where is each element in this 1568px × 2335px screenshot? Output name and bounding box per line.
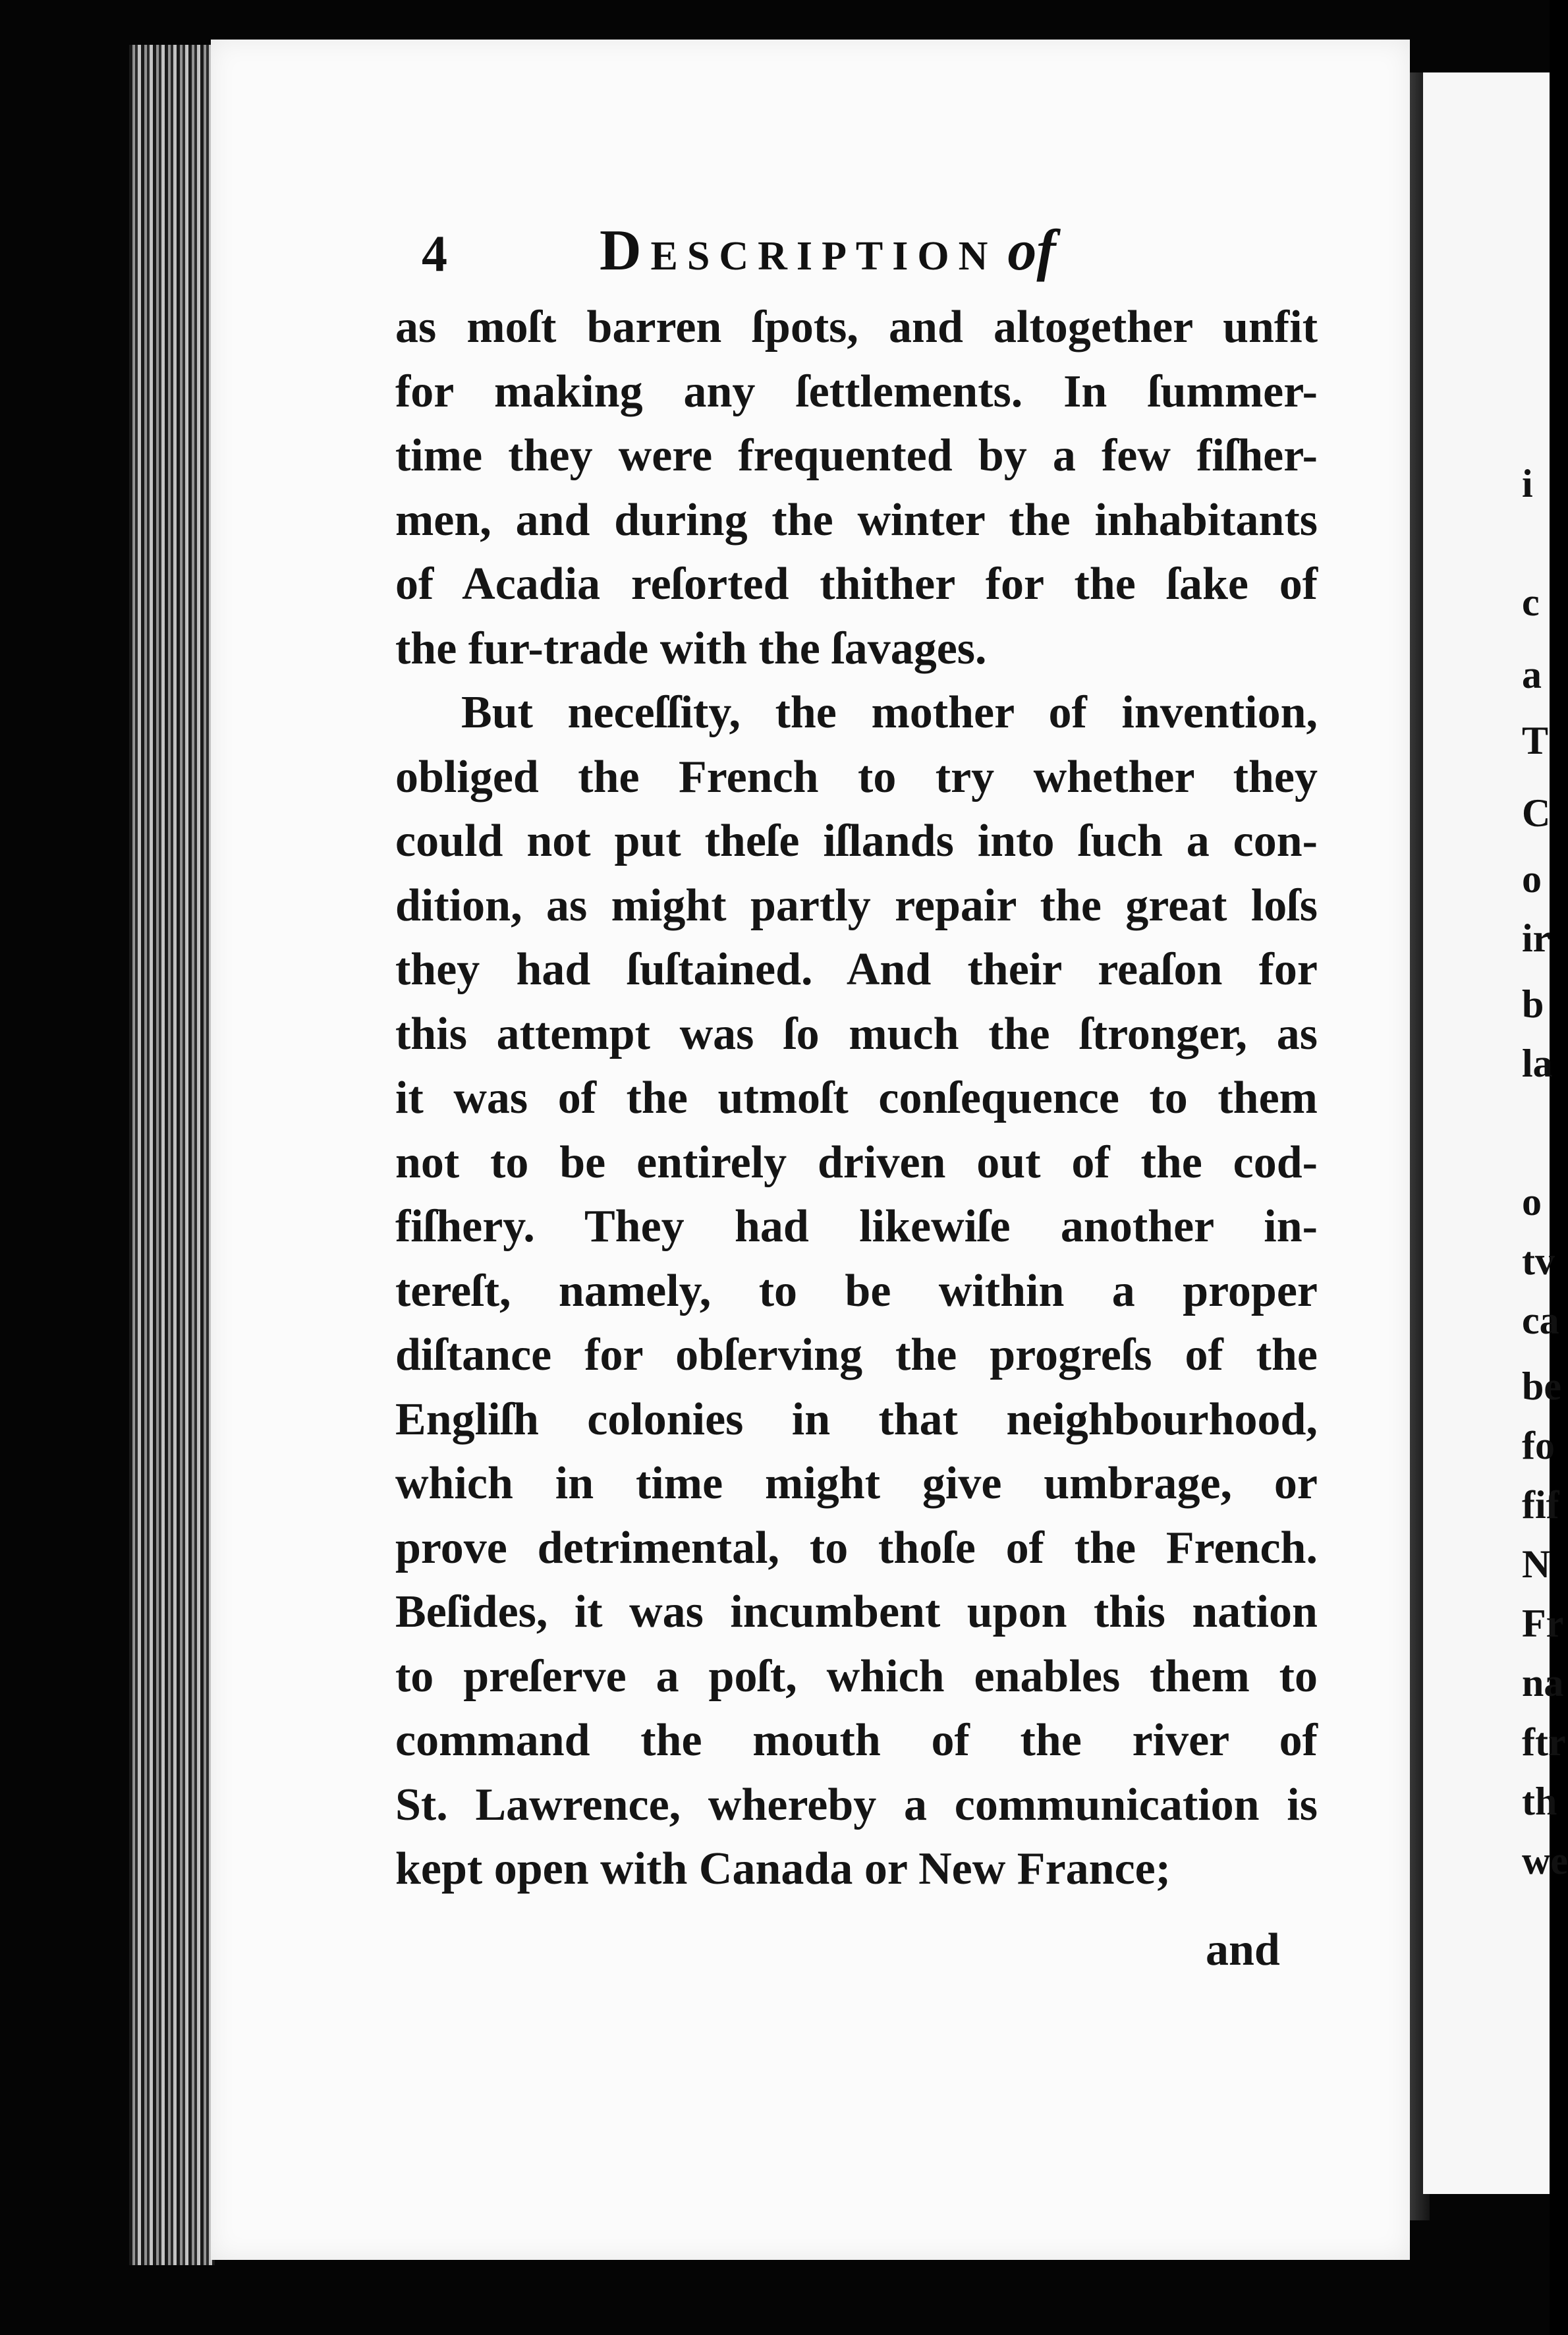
facing-page-fragment: we (1522, 1839, 1568, 1882)
facing-page-fragment: th (1522, 1780, 1557, 1823)
text-line: time they were frequented by a few fiſher- (395, 430, 1318, 481)
text-line: command the mouth of the river of (395, 1715, 1318, 1766)
book-page-edges (129, 45, 215, 2265)
page-number: 4 (422, 225, 447, 282)
text-line: men, and during the winter the inhabitants (395, 494, 1318, 546)
text-line: for making any ſettlements. In ſummer- (395, 366, 1318, 417)
facing-page-fragment: fif (1522, 1483, 1559, 1527)
facing-page-fragment: a (1522, 653, 1542, 696)
facing-page-fragment: la (1522, 1042, 1553, 1085)
facing-page-fragment: b (1522, 982, 1544, 1026)
facing-page-fragment: tv (1522, 1239, 1555, 1283)
text-line: as moſt barren ſpots, and altogether unfit (395, 302, 1318, 352)
body-text (395, 295, 1318, 1901)
text-line: Beſides, it was incumbent upon this nation (395, 1587, 1318, 1637)
facing-page-fragment: na (1522, 1661, 1564, 1704)
text-line: not to be entirely driven out of the cod- (395, 1137, 1318, 1188)
facing-page-fragment: o (1522, 857, 1542, 901)
text-line: St. Lawrence, whereby a communication is (395, 1779, 1318, 1830)
facing-page-fragment: c (1522, 580, 1540, 624)
text-line: could not put theſe iſlands into ſuch a con- (395, 816, 1318, 866)
running-title (600, 217, 1056, 284)
text-line: Engliſh colonies in that neighbourhood, (395, 1393, 1318, 1445)
text-line: fiſhery. They had likewiſe another in- (395, 1201, 1318, 1252)
text-line: diſtance for obſerving the progreſs of the (395, 1330, 1318, 1380)
catchword: and (1206, 1925, 1280, 1975)
facing-page-fragment: o (1522, 1180, 1542, 1224)
facing-page-fragment: T (1522, 719, 1549, 762)
text-line: they had ſuſtained. And their reaſon for (395, 944, 1318, 995)
text-line: the fur-trade with the ſavages. (395, 623, 987, 674)
text-line: it was of the utmoſt conſequence to them (395, 1073, 1318, 1123)
facing-page-fragment: Fr (1522, 1602, 1564, 1645)
facing-page-fragment: ftr (1522, 1720, 1566, 1764)
facing-page-fragment: fo (1522, 1424, 1555, 1467)
text-line: prove detrimental, to thoſe of the French. (395, 1522, 1318, 1573)
running-title-main: Description (600, 219, 997, 283)
text-line: But neceſſity, the mother of invention, (461, 687, 1318, 738)
facing-page-fragment: i (1522, 462, 1533, 505)
text-line: dition, as might partly repair the great loſs (395, 880, 1318, 931)
facing-page-text (1522, 0, 1568, 2335)
text-line: tereſt, namely, to be within a proper (395, 1265, 1318, 1316)
facing-page-fragment: N (1522, 1542, 1551, 1586)
text-line: to preſerve a poſt, which enables them to (395, 1650, 1318, 1702)
facing-page-fragment: ir (1522, 916, 1551, 960)
facing-page-fragment: C (1522, 791, 1551, 835)
text-line: this attempt was ſo much the ſtronger, as (395, 1008, 1318, 1059)
text-line: obliged the French to try whether they (395, 751, 1318, 802)
running-head (422, 217, 1331, 296)
text-line: which in time might give umbrage, or (395, 1458, 1318, 1509)
text-line: kept open with Canada or New France; (395, 1843, 1171, 1894)
facing-page-fragment: ca (1522, 1299, 1559, 1342)
facing-page-fragment: be (1522, 1364, 1561, 1408)
running-title-suffix: of (1007, 219, 1056, 283)
text-line: of Acadia reſorted thither for the ſake of (395, 559, 1318, 609)
